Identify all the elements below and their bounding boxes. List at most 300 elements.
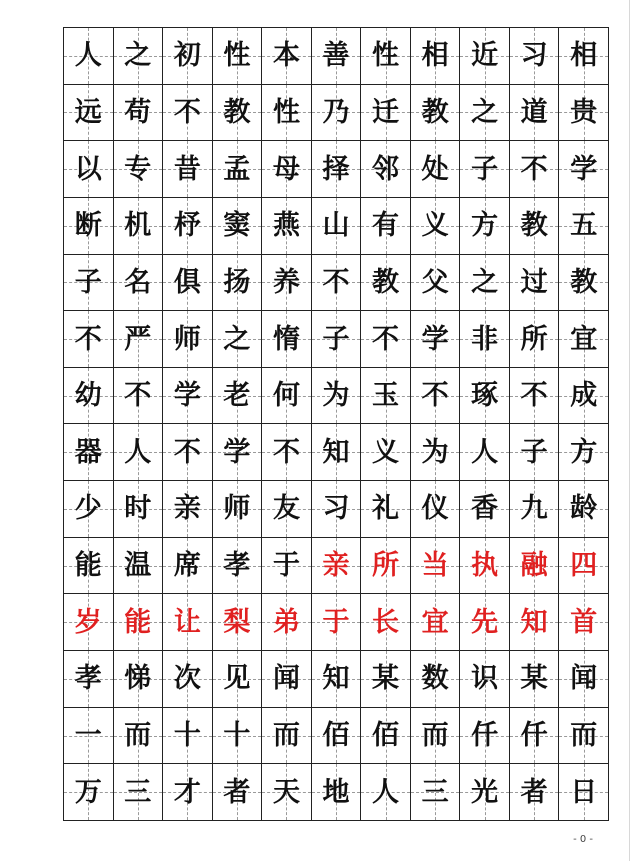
grid-cell <box>114 141 164 198</box>
grid-character: 孟 <box>223 153 251 185</box>
grid-character: 幼 <box>74 380 102 412</box>
grid-character: 当 <box>421 550 449 582</box>
grid-cell <box>312 481 362 538</box>
grid-character: 之 <box>223 323 251 355</box>
grid-cell <box>163 141 213 198</box>
grid-character: 者 <box>520 776 548 808</box>
grid-cell <box>114 708 164 765</box>
grid-cell <box>262 481 312 538</box>
grid-character: 龄 <box>570 493 598 525</box>
grid-character: 母 <box>272 153 300 185</box>
grid-character: 邻 <box>372 153 400 185</box>
grid-cell <box>312 651 362 708</box>
grid-cell <box>510 764 560 821</box>
grid-character: 仪 <box>421 493 449 525</box>
grid-cell <box>559 198 609 255</box>
grid-cell <box>460 708 510 765</box>
grid-cell <box>312 424 362 481</box>
grid-cell <box>163 538 213 595</box>
grid-character: 性 <box>272 96 300 128</box>
grid-character: 远 <box>74 96 102 128</box>
grid-cell <box>361 28 411 85</box>
grid-cell <box>262 85 312 142</box>
grid-cell <box>64 594 114 651</box>
grid-character: 琢 <box>471 380 499 412</box>
grid-character: 四 <box>570 550 598 582</box>
grid-character: 为 <box>421 436 449 468</box>
grid-cell <box>163 481 213 538</box>
grid-character: 万 <box>74 776 102 808</box>
grid-cell <box>114 538 164 595</box>
grid-character: 少 <box>74 493 102 525</box>
grid-cell <box>213 85 263 142</box>
grid-character: 见 <box>223 663 251 695</box>
grid-character: 知 <box>322 663 350 695</box>
grid-character: 闻 <box>570 663 598 695</box>
grid-character: 光 <box>471 776 499 808</box>
grid-cell <box>114 764 164 821</box>
grid-cell <box>559 141 609 198</box>
grid-cell <box>213 764 263 821</box>
grid-character: 老 <box>223 380 251 412</box>
grid-cell <box>114 594 164 651</box>
grid-character: 惰 <box>272 323 300 355</box>
grid-character: 之 <box>471 96 499 128</box>
grid-cell <box>559 708 609 765</box>
grid-cell <box>510 594 560 651</box>
grid-cell <box>460 141 510 198</box>
grid-character: 俱 <box>173 266 201 298</box>
grid-cell <box>312 311 362 368</box>
grid-character: 而 <box>124 720 152 752</box>
grid-cell <box>312 368 362 425</box>
grid-character: 某 <box>372 663 400 695</box>
grid-character: 杼 <box>173 210 201 242</box>
grid-cell <box>163 424 213 481</box>
grid-cell <box>262 311 312 368</box>
grid-cell <box>213 594 263 651</box>
grid-character: 地 <box>322 776 350 808</box>
grid-character: 让 <box>173 606 201 638</box>
grid-character: 人 <box>372 776 400 808</box>
grid-character: 席 <box>173 550 201 582</box>
grid-character: 之 <box>124 40 152 72</box>
grid-cell <box>361 255 411 312</box>
grid-character: 养 <box>272 266 300 298</box>
grid-character: 人 <box>124 436 152 468</box>
grid-cell <box>361 424 411 481</box>
grid-cell <box>213 424 263 481</box>
grid-cell <box>163 255 213 312</box>
grid-cell <box>312 708 362 765</box>
grid-character: 教 <box>421 96 449 128</box>
grid-character: 子 <box>520 436 548 468</box>
grid-character: 不 <box>173 436 201 468</box>
grid-cell <box>510 311 560 368</box>
character-grid <box>63 27 609 821</box>
grid-cell <box>163 368 213 425</box>
grid-cell <box>510 141 560 198</box>
grid-character: 十 <box>223 720 251 752</box>
grid-character: 习 <box>322 493 350 525</box>
grid-cell <box>411 85 461 142</box>
grid-cell <box>361 85 411 142</box>
grid-cell <box>163 764 213 821</box>
grid-character: 人 <box>74 40 102 72</box>
grid-character: 方 <box>471 210 499 242</box>
grid-character: 佰 <box>322 720 350 752</box>
grid-cell <box>411 141 461 198</box>
grid-character: 知 <box>322 436 350 468</box>
grid-cell <box>64 538 114 595</box>
grid-character: 不 <box>520 380 548 412</box>
grid-cell <box>64 651 114 708</box>
grid-cell <box>114 255 164 312</box>
grid-cell <box>262 198 312 255</box>
grid-cell <box>361 594 411 651</box>
grid-character: 不 <box>322 266 350 298</box>
grid-cell <box>411 368 461 425</box>
grid-cell <box>262 424 312 481</box>
grid-character: 子 <box>74 266 102 298</box>
grid-character: 处 <box>421 153 449 185</box>
grid-cell <box>361 368 411 425</box>
grid-character: 孝 <box>223 550 251 582</box>
grid-cell <box>114 311 164 368</box>
grid-character: 仟 <box>471 720 499 752</box>
grid-cell <box>262 368 312 425</box>
grid-cell <box>213 141 263 198</box>
grid-character: 弟 <box>272 606 300 638</box>
grid-character: 扬 <box>223 266 251 298</box>
grid-character: 过 <box>520 266 548 298</box>
grid-cell <box>361 708 411 765</box>
grid-character: 九 <box>520 493 548 525</box>
grid-character: 友 <box>272 493 300 525</box>
grid-cell <box>262 594 312 651</box>
grid-cell <box>114 424 164 481</box>
grid-character: 学 <box>223 436 251 468</box>
grid-cell <box>460 481 510 538</box>
grid-character: 子 <box>322 323 350 355</box>
grid-character: 不 <box>124 380 152 412</box>
grid-cell <box>460 424 510 481</box>
grid-cell <box>559 311 609 368</box>
grid-cell <box>510 85 560 142</box>
grid-cell <box>64 311 114 368</box>
grid-cell <box>460 538 510 595</box>
grid-character: 义 <box>421 210 449 242</box>
grid-cell <box>262 708 312 765</box>
grid-character: 亲 <box>173 493 201 525</box>
grid-cell <box>114 651 164 708</box>
grid-cell <box>213 28 263 85</box>
grid-cell <box>510 198 560 255</box>
grid-cell <box>510 538 560 595</box>
grid-character: 择 <box>322 153 350 185</box>
grid-character: 礼 <box>372 493 400 525</box>
grid-cell <box>411 424 461 481</box>
grid-character: 教 <box>520 210 548 242</box>
grid-cell <box>411 311 461 368</box>
grid-cell <box>510 651 560 708</box>
grid-cell <box>213 708 263 765</box>
grid-character: 习 <box>520 40 548 72</box>
grid-character: 十 <box>173 720 201 752</box>
grid-cell <box>114 481 164 538</box>
grid-cell <box>361 538 411 595</box>
grid-character: 仟 <box>520 720 548 752</box>
grid-character: 本 <box>272 40 300 72</box>
grid-character: 成 <box>570 380 598 412</box>
grid-character: 不 <box>74 323 102 355</box>
grid-character: 于 <box>322 606 350 638</box>
grid-character: 近 <box>471 40 499 72</box>
grid-character: 义 <box>372 436 400 468</box>
grid-character: 机 <box>124 210 152 242</box>
grid-character: 所 <box>520 323 548 355</box>
grid-cell <box>262 538 312 595</box>
grid-character: 次 <box>173 663 201 695</box>
grid-cell <box>411 198 461 255</box>
grid-character: 亲 <box>322 550 350 582</box>
grid-character: 断 <box>74 210 102 242</box>
grid-cell <box>312 198 362 255</box>
grid-character: 融 <box>520 550 548 582</box>
grid-cell <box>460 85 510 142</box>
grid-cell <box>411 708 461 765</box>
grid-character: 时 <box>124 493 152 525</box>
grid-character: 教 <box>372 266 400 298</box>
grid-character: 一 <box>74 720 102 752</box>
grid-cell <box>312 28 362 85</box>
grid-character: 三 <box>124 776 152 808</box>
grid-cell <box>559 255 609 312</box>
grid-cell <box>262 255 312 312</box>
grid-character: 数 <box>421 663 449 695</box>
grid-cell <box>262 651 312 708</box>
grid-character: 岁 <box>74 606 102 638</box>
grid-character: 梨 <box>223 606 251 638</box>
grid-cell <box>163 198 213 255</box>
grid-character: 子 <box>471 153 499 185</box>
grid-cell <box>460 255 510 312</box>
grid-character: 能 <box>124 606 152 638</box>
grid-character: 不 <box>421 380 449 412</box>
grid-character: 乃 <box>322 96 350 128</box>
grid-cell <box>411 28 461 85</box>
grid-character: 师 <box>223 493 251 525</box>
grid-character: 迁 <box>372 96 400 128</box>
grid-cell <box>163 28 213 85</box>
grid-cell <box>163 594 213 651</box>
grid-character: 香 <box>471 493 499 525</box>
grid-cell <box>213 198 263 255</box>
grid-cell <box>114 198 164 255</box>
grid-character: 某 <box>520 663 548 695</box>
grid-cell <box>460 198 510 255</box>
grid-character: 而 <box>570 720 598 752</box>
grid-character: 学 <box>173 380 201 412</box>
grid-cell <box>361 481 411 538</box>
grid-cell <box>262 28 312 85</box>
grid-character: 温 <box>124 550 152 582</box>
grid-cell <box>510 708 560 765</box>
grid-cell <box>559 368 609 425</box>
page-number: - 0 - <box>573 834 593 845</box>
grid-cell <box>163 708 213 765</box>
grid-cell <box>411 481 461 538</box>
grid-cell <box>559 481 609 538</box>
grid-character: 贵 <box>570 96 598 128</box>
grid-character: 窦 <box>223 210 251 242</box>
grid-cell <box>361 198 411 255</box>
grid-character: 闻 <box>272 663 300 695</box>
grid-character: 不 <box>520 153 548 185</box>
grid-cell <box>510 368 560 425</box>
grid-cell <box>64 141 114 198</box>
grid-character: 方 <box>570 436 598 468</box>
grid-cell <box>559 28 609 85</box>
grid-cell <box>559 764 609 821</box>
grid-character: 相 <box>421 40 449 72</box>
grid-character: 不 <box>372 323 400 355</box>
grid-cell <box>213 311 263 368</box>
grid-cell <box>64 198 114 255</box>
grid-cell <box>559 424 609 481</box>
grid-cell <box>163 85 213 142</box>
grid-character: 有 <box>372 210 400 242</box>
grid-cell <box>64 368 114 425</box>
grid-cell <box>559 538 609 595</box>
grid-cell <box>460 368 510 425</box>
grid-character: 学 <box>570 153 598 185</box>
grid-cell <box>411 538 461 595</box>
grid-character: 山 <box>322 210 350 242</box>
grid-character: 不 <box>173 96 201 128</box>
grid-character: 燕 <box>272 210 300 242</box>
grid-character: 父 <box>421 266 449 298</box>
grid-character: 于 <box>272 550 300 582</box>
grid-character: 之 <box>471 266 499 298</box>
grid-character: 三 <box>421 776 449 808</box>
grid-character: 性 <box>372 40 400 72</box>
grid-character: 性 <box>223 40 251 72</box>
grid-character: 人 <box>471 436 499 468</box>
grid-character: 能 <box>74 550 102 582</box>
grid-character: 为 <box>322 380 350 412</box>
grid-character: 不 <box>272 436 300 468</box>
grid-character: 首 <box>570 606 598 638</box>
grid-character: 孝 <box>74 663 102 695</box>
grid-cell <box>559 85 609 142</box>
grid-character: 长 <box>372 606 400 638</box>
grid-cell <box>460 651 510 708</box>
grid-cell <box>262 764 312 821</box>
grid-character: 五 <box>570 210 598 242</box>
grid-character: 悌 <box>124 663 152 695</box>
grid-cell <box>64 764 114 821</box>
grid-cell <box>361 141 411 198</box>
grid-cell <box>559 594 609 651</box>
grid-cell <box>411 764 461 821</box>
grid-cell <box>361 651 411 708</box>
grid-character: 苟 <box>124 96 152 128</box>
grid-character: 器 <box>74 436 102 468</box>
grid-cell <box>411 651 461 708</box>
grid-character: 以 <box>74 153 102 185</box>
grid-character: 佰 <box>372 720 400 752</box>
grid-cell <box>312 764 362 821</box>
grid-cell <box>559 651 609 708</box>
grid-character: 非 <box>471 323 499 355</box>
grid-character: 学 <box>421 323 449 355</box>
grid-character: 何 <box>272 380 300 412</box>
grid-cell <box>213 651 263 708</box>
grid-cell <box>64 424 114 481</box>
grid-character: 先 <box>471 606 499 638</box>
grid-cell <box>64 708 114 765</box>
grid-cell <box>510 28 560 85</box>
grid-character: 严 <box>124 323 152 355</box>
grid-cell <box>64 85 114 142</box>
grid-character: 知 <box>520 606 548 638</box>
grid-character: 宜 <box>570 323 598 355</box>
grid-cell <box>163 311 213 368</box>
grid-cell <box>114 85 164 142</box>
grid-character: 玉 <box>372 380 400 412</box>
grid-character: 才 <box>173 776 201 808</box>
grid-cell <box>114 28 164 85</box>
grid-cell <box>411 255 461 312</box>
grid-character: 而 <box>272 720 300 752</box>
grid-cell <box>213 255 263 312</box>
grid-character: 日 <box>570 776 598 808</box>
grid-character: 执 <box>471 550 499 582</box>
grid-character: 者 <box>223 776 251 808</box>
grid-character: 而 <box>421 720 449 752</box>
grid-cell <box>114 368 164 425</box>
grid-cell <box>213 481 263 538</box>
grid-character: 初 <box>173 40 201 72</box>
grid-cell <box>262 141 312 198</box>
grid-cell <box>213 368 263 425</box>
grid-cell <box>510 481 560 538</box>
grid-cell <box>312 538 362 595</box>
grid-character: 师 <box>173 323 201 355</box>
grid-character: 教 <box>223 96 251 128</box>
grid-cell <box>64 255 114 312</box>
grid-cell <box>312 85 362 142</box>
grid-character: 道 <box>520 96 548 128</box>
grid-cell <box>460 764 510 821</box>
grid-character: 识 <box>471 663 499 695</box>
grid-cell <box>312 255 362 312</box>
grid-cell <box>510 424 560 481</box>
grid-cell <box>460 28 510 85</box>
grid-cell <box>510 255 560 312</box>
grid-character: 昔 <box>173 153 201 185</box>
grid-cell <box>64 28 114 85</box>
grid-character: 相 <box>570 40 598 72</box>
grid-character: 名 <box>124 266 152 298</box>
grid-cell <box>64 481 114 538</box>
grid-character: 所 <box>372 550 400 582</box>
grid-character: 善 <box>322 40 350 72</box>
grid-cell <box>361 764 411 821</box>
grid-character: 专 <box>124 153 152 185</box>
grid-cell <box>460 594 510 651</box>
